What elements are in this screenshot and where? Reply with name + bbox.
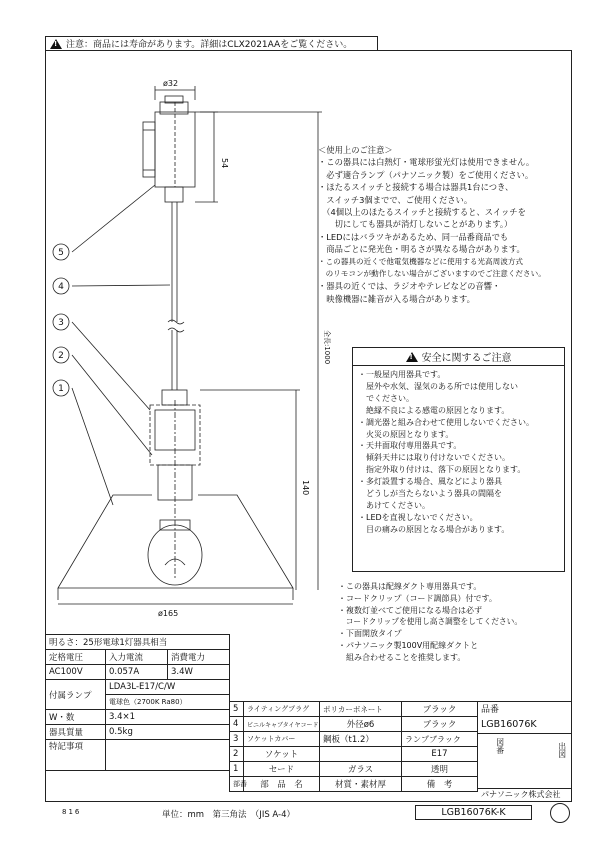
safety-line: ・一般屋内用器具です。 <box>358 370 446 379</box>
usage-notes <box>318 144 546 305</box>
wattage-label: W・数 <box>46 710 106 725</box>
safety-line: ・LEDを直視しないでください。 <box>358 512 478 522</box>
header-power: 消費電力 <box>168 650 230 665</box>
product-box <box>477 701 572 802</box>
part-material: 外径ø6 <box>320 717 402 732</box>
part-no: 5 <box>230 702 244 717</box>
safety-line: 目の痛みの原因となる場合があります。 <box>358 524 510 534</box>
part-finish: ブラック <box>402 717 478 732</box>
safety-header <box>353 348 564 366</box>
part-material <box>320 747 402 762</box>
part-finish: ランプブラック <box>402 732 478 747</box>
notes-label: 特記事項 <box>46 740 106 771</box>
safety-line: 傾斜天井には取り付けないでください。 <box>358 453 510 463</box>
safety-line: あけてください。 <box>358 500 430 510</box>
voltage: AC100V <box>46 665 106 680</box>
parts-row <box>230 732 478 747</box>
callout-4: 4 <box>58 282 64 292</box>
warning-icon <box>50 39 62 49</box>
lamp-model: LDA3L-E17/C/W <box>106 680 230 695</box>
install-note: ・この器具は配線ダクト専用器具です。 <box>338 582 482 591</box>
top-caution-text: 注意：商品には寿命があります。詳細はCLX2021AAをご覧ください。 <box>66 40 353 50</box>
part-name: ソケットカバー <box>244 732 320 747</box>
usage-line: 切にしても器具が消灯しないことがあります。） <box>318 219 513 230</box>
usage-line: のリモコンが動作しない場合がございますのでご注意ください。 <box>318 269 546 279</box>
callout-1: 1 <box>58 384 64 394</box>
usage-line: （4個以上のほたるスイッチと接続すると、スイッチを <box>318 207 526 218</box>
power: 3.4W <box>168 665 230 680</box>
header-part-name: 部 品 名 <box>244 777 320 792</box>
usage-line: ・器具の近くでは、ラジオやテレビなどの音響・ <box>318 281 501 292</box>
warning-icon <box>406 352 418 362</box>
callout-2: 2 <box>58 351 64 361</box>
lamp-label: 付属ランプ <box>46 680 106 710</box>
dim-height-54: 54 <box>220 158 229 169</box>
unit-note: 単位：mm 第三角法 （JIS A-4） <box>162 810 296 820</box>
issue-label: 出図 <box>557 742 567 758</box>
parts-row <box>230 762 478 777</box>
lamp-color: 電球色（2700K Ra80） <box>106 695 230 710</box>
wattage-value: 3.4×1 <box>106 710 230 725</box>
safety-line: ・天井面取付専用器具です。 <box>358 441 462 451</box>
safety-title: 安全に関するご注意 <box>421 353 512 364</box>
install-note: ・複数灯並べてご使用になる場合は必ず <box>338 605 482 615</box>
install-note: ・下面開放タイプ <box>338 629 402 639</box>
safety-line: 絶縁不良による感電の原因となります。 <box>358 405 510 415</box>
install-note: ・パナソニック製100V用配線ダクトと <box>338 640 479 650</box>
header-voltage: 定格電圧 <box>46 650 106 665</box>
dim-height-140: 140 <box>301 480 310 496</box>
current: 0.057A <box>106 665 168 680</box>
usage-line: 必ず適合ランプ（パナソニック製）をご使用ください。 <box>318 169 534 180</box>
install-note: 組み合わせることを推奨します。 <box>338 652 466 662</box>
drawing-no-label: 図番 <box>495 738 505 754</box>
part-finish: E17 <box>402 747 478 762</box>
usage-line: ・この器具には白熱灯・電球形蛍光灯は使用できません。 <box>318 157 535 168</box>
dim-bottom-dia: ø165 <box>158 609 179 618</box>
safety-line: 屋外や水気、湿気のある所では使用しない <box>358 381 518 391</box>
parts-row <box>230 747 478 762</box>
usage-line: ・ほたるスイッチと接続する場合は器具1台につき、 <box>318 182 514 193</box>
usage-title: ＜使用上のご注意＞ <box>318 145 393 155</box>
page-number: 816 <box>62 808 82 816</box>
part-no: 4 <box>230 717 244 732</box>
part-name: セード <box>244 762 320 777</box>
part-finish: ブラック <box>402 702 478 717</box>
drawing-code: LGB16076K-K <box>415 805 532 820</box>
part-no: 3 <box>230 732 244 747</box>
part-material: 鋼板（t1.2） <box>320 732 402 747</box>
usage-line: スイッチ3個までで、ご使用ください。 <box>318 194 473 205</box>
part-no: 2 <box>230 747 244 762</box>
header-part-no: 部番 <box>230 777 244 792</box>
install-notes <box>338 581 522 664</box>
safety-line: 指定外取り付けは、落下の原因となります。 <box>358 465 526 475</box>
dim-total-length: 全長:1000 <box>323 330 331 365</box>
safety-line: ・調光器と組み合わせて使用しないでください。 <box>358 417 534 427</box>
usage-line: 映像機器に雑音が入る場合があります。 <box>318 293 475 304</box>
lamp-drawing <box>45 50 345 630</box>
header-material: 材質・素材厚 <box>320 777 402 792</box>
dim-top-dia: ø32 <box>163 79 179 88</box>
usage-line: ・この器具の近くで他電気機器などに使用する光高周波方式 <box>318 256 524 266</box>
part-no: 1 <box>230 762 244 777</box>
spec-table <box>45 634 230 771</box>
install-note: コードクリップを使用し高さ調整をしてください。 <box>338 617 523 627</box>
part-finish: 透明 <box>402 762 478 777</box>
part-name: ライティングプラグ <box>244 702 320 717</box>
product-number: LGB16076K <box>481 719 537 730</box>
part-name: ビニルキャブタイヤコード <box>244 717 320 732</box>
parts-row <box>230 717 478 732</box>
part-name: ソケット <box>244 747 320 762</box>
safety-line: ・多灯設置する場合、風などにより器具 <box>358 477 502 487</box>
usage-line: 商品ごとに発光色・明るさが異なる場合があります。 <box>318 244 525 255</box>
notes-value <box>106 740 230 771</box>
mass-label: 器具質量 <box>46 725 106 740</box>
callout-5: 5 <box>58 248 64 258</box>
safety-line: でください。 <box>358 393 414 403</box>
header-remarks: 備 考 <box>402 777 478 792</box>
callout-3: 3 <box>58 318 64 328</box>
safety-list <box>358 369 534 536</box>
install-note: ・コードクリップ（コード調節具）付です。 <box>338 593 497 603</box>
parts-row <box>230 702 478 717</box>
safety-line: どうしが当たらないよう器具の間隔を <box>358 489 502 499</box>
usage-line: ・LEDにはバラツキがあるため、同一品番商品でも <box>318 231 509 242</box>
header-current: 入力電流 <box>106 650 168 665</box>
mass-value: 0.5kg <box>106 725 230 740</box>
maker-name: パナソニック株式会社 <box>481 790 561 799</box>
brightness: 明るさ：25形電球1灯器具相当 <box>46 635 230 650</box>
top-caution-note <box>45 36 378 50</box>
circle-mark <box>550 803 570 823</box>
part-material: ガラス <box>320 762 402 777</box>
hinban-label: 品番 <box>481 705 500 715</box>
parts-table <box>229 701 478 792</box>
part-material: ポリカーボネート <box>320 702 402 717</box>
parts-header-row <box>230 777 478 792</box>
safety-line: 火災の原因となります。 <box>358 429 454 439</box>
